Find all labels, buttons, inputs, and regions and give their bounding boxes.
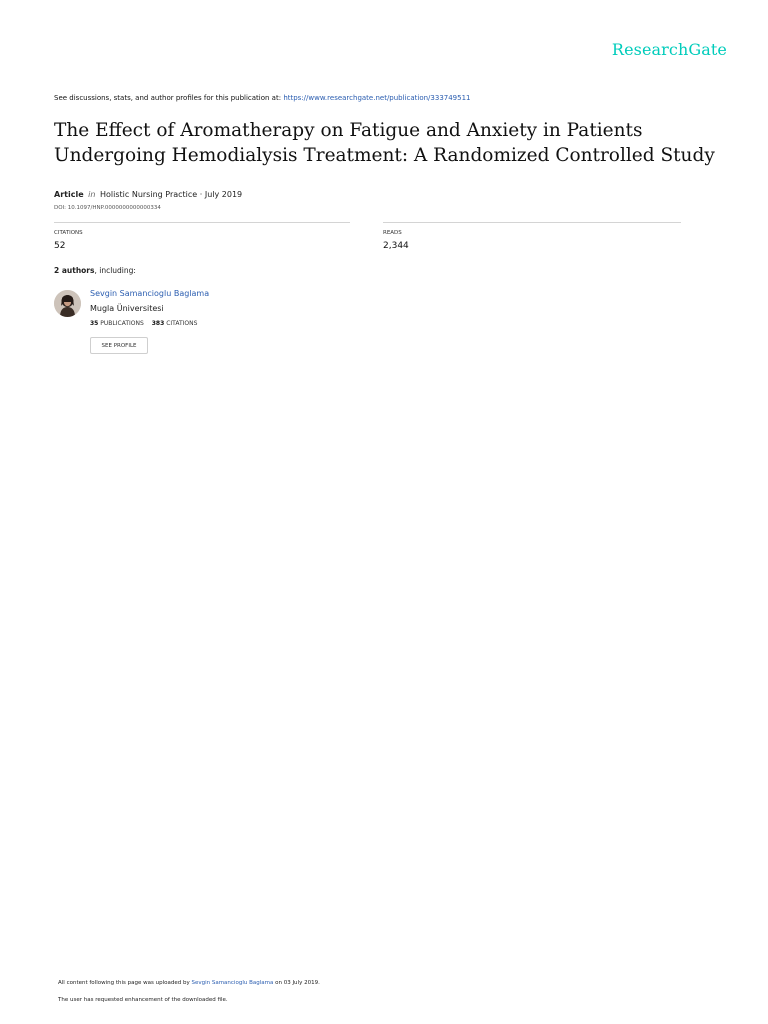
publication-title: The Effect of Aromatherapy on Fatigue and Anxiety in Patients Undergoing Hemodialysis Treatment: A Randomized Controlled Study — [54, 120, 715, 166]
upload-note — [58, 980, 320, 986]
citations-label: CITATIONS — [54, 230, 83, 236]
upload-suffix: on 03 July 2019. — [273, 980, 320, 986]
author-avatar[interactable] — [54, 290, 81, 317]
author-publications-count: 35 — [90, 320, 99, 327]
reads-divider — [383, 222, 681, 223]
see-discussions-line — [54, 94, 471, 102]
authors-heading — [54, 266, 136, 275]
authors-suffix: , including: — [94, 266, 136, 275]
author-stats — [90, 320, 197, 327]
author-citations-label: CITATIONS — [166, 320, 198, 327]
reads-value: 2,344 — [383, 241, 409, 251]
see-discussions-text: See discussions, stats, and author profiles for this publication at: — [54, 94, 284, 102]
publication-url-link[interactable]: https://www.researchgate.net/publication/333749511 — [283, 94, 471, 102]
author-citations-count: 383 — [151, 320, 165, 327]
upload-prefix: All content following this page was uploaded by — [58, 980, 192, 986]
doi: DOI: 10.1097/HNP.0000000000000334 — [54, 205, 161, 211]
journal-date: Holistic Nursing Practice · July 2019 — [100, 190, 243, 199]
citations-value: 52 — [54, 241, 66, 251]
researchgate-logo[interactable]: ResearchGate — [611, 40, 727, 59]
uploader-link[interactable]: Sevgin Samancioglu Baglama — [191, 980, 274, 986]
article-in-label: in — [88, 190, 96, 199]
author-publications-label: PUBLICATIONS — [100, 320, 144, 327]
avatar-photo — [54, 290, 81, 317]
author-name-link[interactable]: Sevgin Samancioglu Baglama — [90, 289, 210, 298]
citations-divider — [54, 222, 350, 223]
reads-label: READS — [383, 230, 402, 236]
article-meta — [54, 190, 242, 199]
see-profile-button[interactable]: SEE PROFILE — [90, 337, 148, 354]
article-type: Article — [54, 190, 84, 199]
author-institution: Mugla Üniversitesi — [90, 304, 164, 313]
enhancement-note: The user has requested enhancement of the downloaded file. — [58, 997, 228, 1003]
authors-count: 2 authors — [54, 266, 95, 275]
